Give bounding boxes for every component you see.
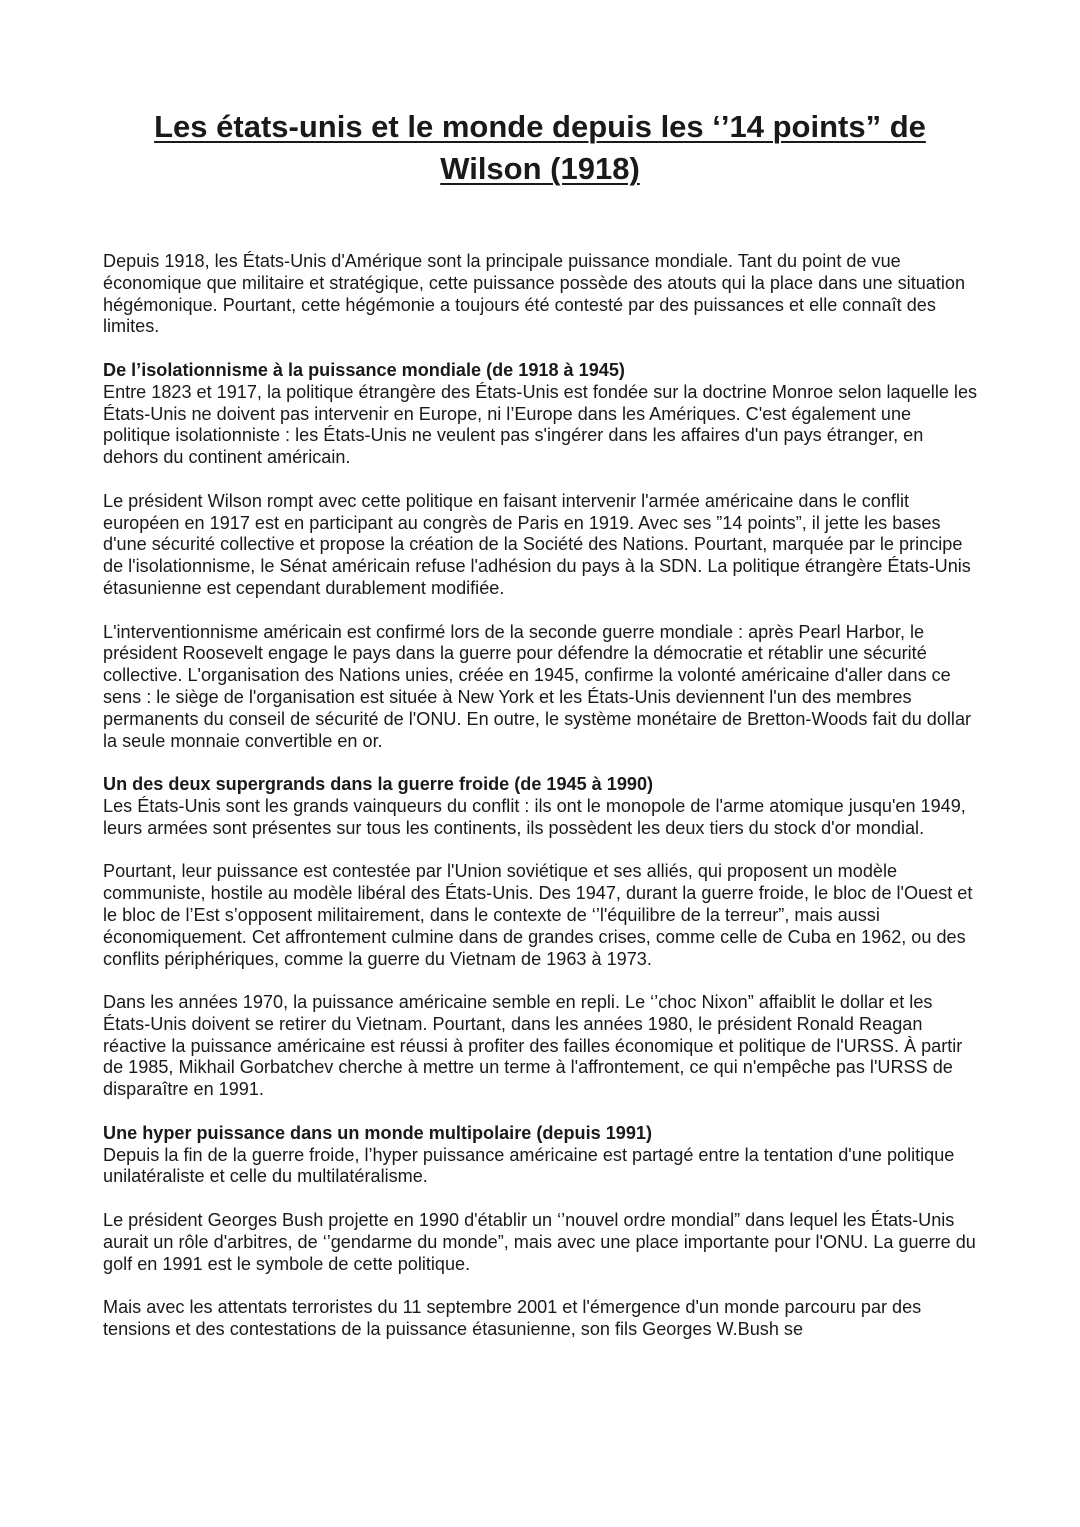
document-body	[103, 251, 983, 1363]
section-hyper-puissance	[103, 1123, 983, 1341]
section-paragraph	[103, 774, 983, 839]
section-paragraph: Dans les années 1970, la puissance américaine semble en repli. Le ‘’choc Nixon” affaiblit le dollar et les États-Unis doivent se retirer du Vietnam. Pourtant, dans les années 1980, le président Ronald Reagan réactive la puissance américaine est réussi à profiter des failles économique et politique de l'URSS. À partir de 1985, Mikhail Gorbatchev cherche à mettre un terme à l'affrontement, ce qui n'empêche pas l'URSS de disparaître en 1991.	[103, 992, 963, 1100]
section-paragraph: L'interventionnisme américain est confirmé lors de la seconde guerre mondiale : après Pearl Harbor, le président Roosevelt engage le pays dans la guerre pour défendre la démocratie et rétablir une sécurité collective. L'organisation des Nations unies, créée en 1945, confirme la volonté américaine d'aller dans ce sens : le siège de l'organisation est située à New York et les États-Unis deviennent l'un des membres permanents du conseil de sécurité de l'ONU. En outre, le système monétaire de Bretton-Woods fait du dollar la seule monnaie convertible en or.	[103, 621, 972, 751]
section-heading: De l’isolationnisme à la puissance mondiale (de 1918 à 1945)	[103, 359, 625, 380]
document-title: Les états-unis et le monde depuis les ‘’14 points” de Wilson (1918)	[154, 109, 926, 186]
section-isolationnisme	[103, 360, 983, 752]
section-heading: Un des deux supergrands dans la guerre froide (de 1945 à 1990)	[103, 774, 654, 795]
section-guerre-froide	[103, 774, 983, 1101]
section-paragraph	[103, 1123, 983, 1188]
section-paragraph: Pourtant, leur puissance est contestée par l'Union soviétique et ses alliés, qui proposent un modèle communiste, hostile au modèle libéral des États-Unis. Des 1947, durant la guerre froide, le bloc de l'Ouest et le bloc de l’Est s’opposent militairement, dans le contexte de ‘’l'équilibre de la terreur”, mais aussi économiquement. Cet affrontement culmine dans de grandes crises, comme celle de Cuba en 1962, ou des conflits périphériques, comme la guerre du Vietnam de 1963 à 1973.	[103, 861, 973, 969]
section-paragraph-text: Depuis la fin de la guerre froide, l’hyper puissance américaine est partagé entre la tentation d'une politique unilatéraliste et celle du multilatéralisme.	[103, 1144, 955, 1187]
section-paragraph-text: Entre 1823 et 1917, la politique étrangère des États-Unis est fondée sur la doctrine Monroe selon laquelle les États-Unis ne doivent pas intervenir en Europe, ni l’Europe dans les Amériques. C'est également une politique isolationniste : les États-Unis ne veulent pas s'ingérer dans les affaires d'un pays étranger, en dehors du continent américain.	[103, 381, 978, 468]
section-paragraph-text: Les États-Unis sont les grands vainqueurs du conflit : ils ont le monopole de l'arme atomique jusqu'en 1949, leurs armées sont présentes sur tous les continents, ils possèdent les deux tiers du stock d'or mondial.	[103, 795, 966, 838]
section-paragraph: Mais avec les attentats terroristes du 11 septembre 2001 et l'émergence d'un monde parcouru par des tensions et des contestations de la puissance étasunienne, son fils Georges W.Bush se	[103, 1297, 922, 1340]
section-paragraph: Le président Georges Bush projette en 1990 d'établir un ‘’nouvel ordre mondial” dans lequel les États-Unis aurait un rôle d'arbitres, de ‘’gendarme du monde”, mais avec une place importante pour l'ONU. La guerre du golf en 1991 est le symbole de cette politique.	[103, 1210, 976, 1274]
section-paragraph	[103, 360, 983, 469]
section-paragraph: Le président Wilson rompt avec cette politique en faisant intervenir l'armée américaine dans le conflit européen en 1917 est en participant au congrès de Paris en 1919. Avec ses ”14 points”, il jette les bases d'une sécurité collective et propose la création de la Société des Nations. Pourtant, marquée par le principe de l'isolationnisme, le Sénat américain refuse l'adhésion du pays à la SDN. La politique étrangère États-Unis étasunienne est cependant durablement modifiée.	[103, 490, 971, 598]
section-heading: Une hyper puissance dans un monde multipolaire (depuis 1991)	[103, 1122, 652, 1143]
intro-paragraph: Depuis 1918, les États-Unis d'Amérique sont la principale puissance mondiale. Tant du point de vue économique que militaire et stratégique, cette puissance possède des atouts qui la place dans une situation hégémonique. Pourtant, cette hégémonie a toujours été contesté par des puissances et elle connaît des limites.	[103, 251, 966, 337]
